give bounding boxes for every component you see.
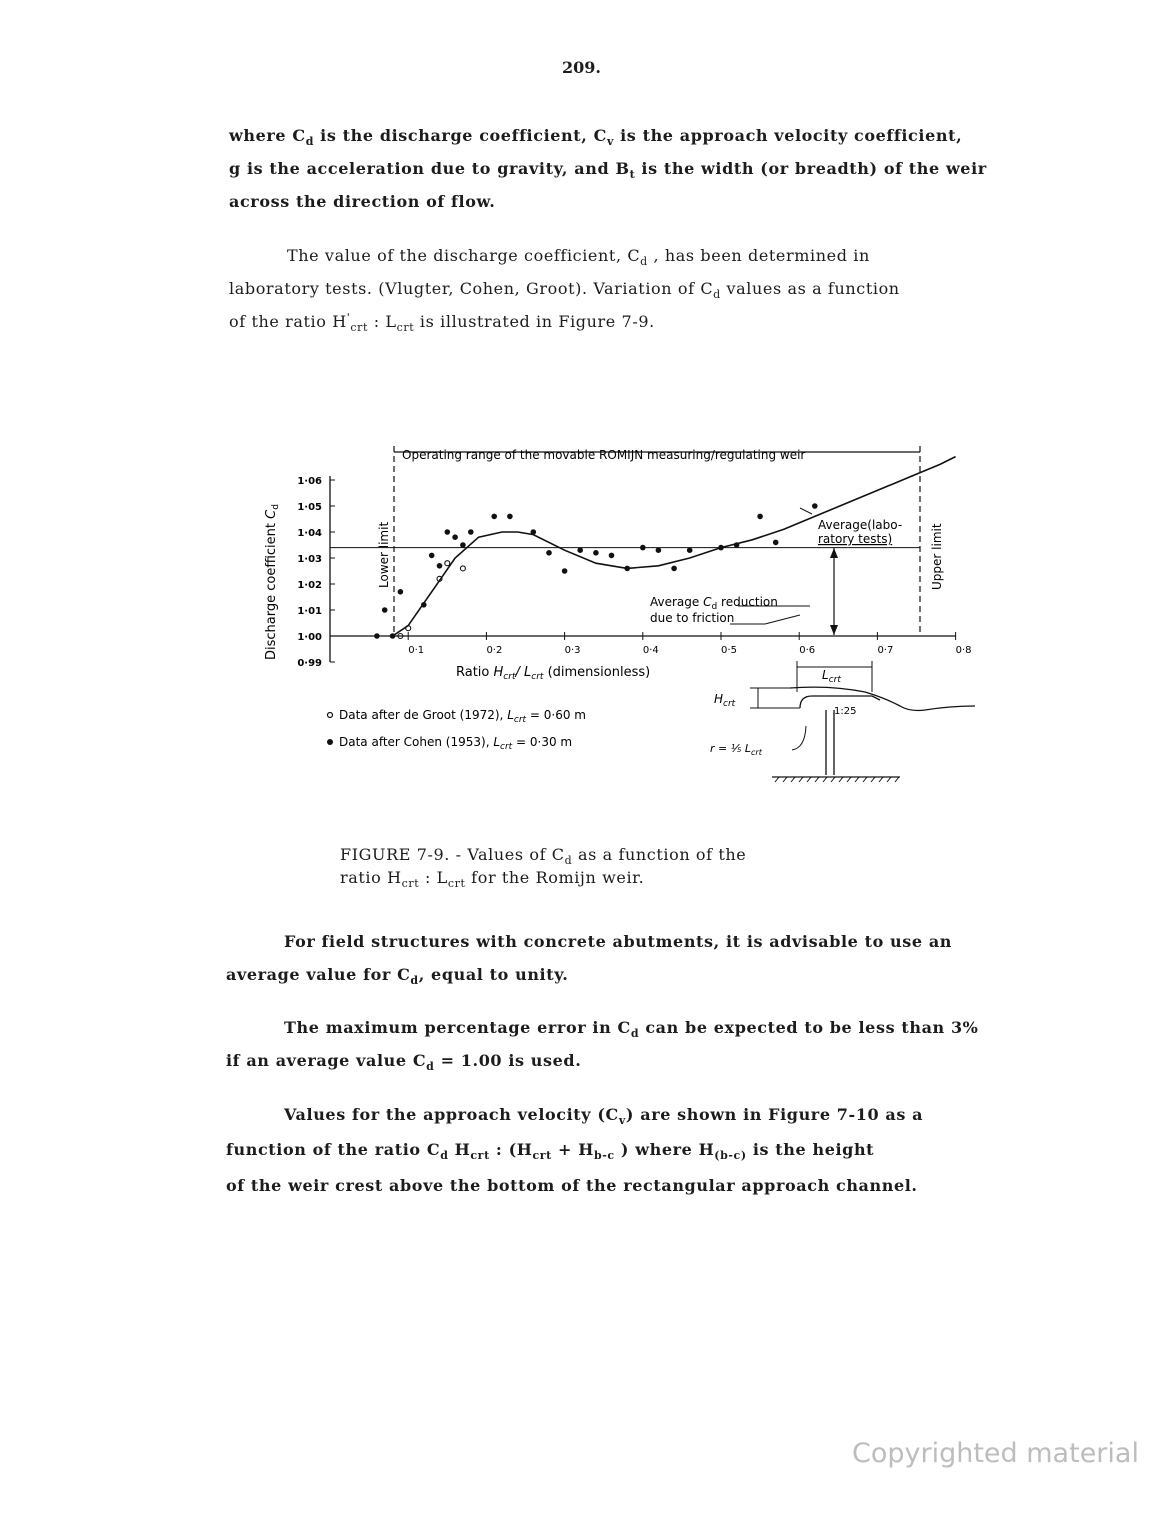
operating-range-label: Operating range of the movable ROMIJN measuring/regulating weir: [402, 448, 806, 462]
data-point-cohen: [398, 589, 404, 595]
chart-axes: [297, 476, 971, 669]
page-number: 209.: [562, 58, 601, 77]
x-tick-label: 0·7: [877, 645, 894, 656]
text-line: The value of the discharge coefficient, $C_d$ , has been determined in: [287, 246, 870, 268]
text-line: The maximum percentage error in $C_d$ can be expected to be less than 3%: [284, 1018, 979, 1040]
data-point-cohen: [460, 542, 466, 548]
data-point-cohen: [429, 553, 435, 559]
reduction-label-1: Average $C_d$ reduction: [650, 595, 778, 612]
data-point-cohen: [507, 514, 513, 520]
reduction-arrow-head-down: [830, 625, 838, 635]
y-tick-label: 1·06: [297, 476, 322, 487]
text-line: of the weir crest above the bottom of the rectangular approach channel.: [226, 1176, 918, 1195]
average-label-2: ratory tests): [818, 532, 893, 546]
weir-sketch: [710, 661, 975, 782]
text-line: g is the acceleration due to gravity, and $B_t$ is the width (or breadth) of the weir: [229, 159, 987, 181]
data-point-cohen: [671, 566, 677, 572]
x-tick-label: 0·6: [799, 645, 816, 656]
upper-limit-label: Upper limit: [930, 523, 944, 590]
data-point-cohen: [812, 503, 818, 509]
data-point-cohen: [640, 545, 646, 551]
lower-limit-label: Lower limit: [377, 521, 391, 588]
x-axis-label: Ratio $H_{crt}/$ $L_{crt}$ (dimensionless): [456, 665, 651, 682]
y-tick-label: 1·04: [297, 528, 322, 539]
data-point-cohen: [452, 534, 458, 540]
y-axis-label: Discharge coefficient $C_d$: [264, 504, 281, 660]
x-tick-label: 0·3: [564, 645, 581, 656]
legend-filled-marker: [327, 739, 333, 745]
data-point-cohen: [773, 540, 779, 546]
y-tick-label: 1·00: [297, 632, 322, 643]
lcrt-label: $L_{crt}$: [822, 668, 841, 685]
data-point-cohen: [382, 607, 388, 613]
copyright-watermark: Copyrighted material: [852, 1438, 1139, 1469]
text-line: across the direction of flow.: [229, 192, 496, 211]
water-surface: [790, 687, 975, 710]
text-line: average value for $C_d$, equal to unity.: [226, 965, 569, 987]
data-point-cohen: [546, 550, 552, 556]
text-line: function of the ratio $C_d$ $H_{crt}$ : ($H_{crt} + H_{b-c}$ ) where $H_{(b-c)}$ is the height: [226, 1140, 875, 1162]
text-line: For field structures with concrete abutments, it is advisable to use an: [284, 932, 953, 951]
data-point-cohen: [445, 529, 451, 535]
data-point-de-groot: [460, 566, 465, 571]
data-point-cohen: [562, 568, 568, 574]
hcrt-label: $H_{crt}$: [714, 692, 736, 709]
text-line: of the ratio $H'_{crt}$ : $L_{crt}$ is illustrated in Figure 7-9.: [229, 311, 655, 334]
data-point-cohen: [757, 514, 763, 520]
text-line: laboratory tests. (Vlugter, Cohen, Groot). Variation of $C_d$ values as a function: [229, 279, 900, 301]
figure-7-9: [0, 430, 1150, 810]
y-tick-label: 1·02: [297, 580, 322, 591]
data-point-cohen: [374, 633, 380, 639]
cd-chart: [0, 430, 1150, 810]
legend-open-text: Data after de Groot (1972), $L_{crt} = 0\cdot 60$ m: [339, 708, 586, 725]
text-line: Values for the approach velocity $(C_v)$ are shown in Figure 7-10 as a: [284, 1105, 924, 1127]
legend-filled-text: Data after Cohen (1953), $L_{crt} = 0\cdot 30$ m: [339, 735, 573, 752]
x-tick-label: 0·8: [955, 645, 972, 656]
x-tick-label: 0·5: [721, 645, 737, 656]
data-point-cohen: [437, 563, 443, 569]
data-point-cohen: [656, 547, 662, 553]
y-tick-label: 1·05: [297, 502, 322, 513]
data-point-cohen: [609, 553, 615, 559]
reduction-arrow-head-up: [830, 548, 838, 558]
text-line: if an average value $C_d = 1.00$ is used.: [226, 1051, 582, 1073]
y-tick-label: 1·03: [297, 554, 322, 565]
x-tick-label: 0·4: [642, 645, 659, 656]
y-tick-label: 0·99: [297, 658, 322, 669]
data-point-cohen: [687, 547, 693, 553]
average-label-1: Average(labo-: [818, 518, 903, 532]
legend-open-marker: [328, 713, 333, 718]
data-point-cohen: [593, 550, 599, 556]
bed-hatch: [775, 777, 899, 782]
x-tick-label: 0·1: [408, 645, 425, 656]
text-line: where $C_d$ is the discharge coefficient, $C_v$ is the approach velocity coefficient,: [229, 126, 963, 148]
y-tick-label: 1·01: [297, 606, 322, 617]
data-point-de-groot: [445, 561, 450, 566]
slope-label: 1:25: [834, 706, 857, 717]
data-point-cohen: [577, 547, 583, 553]
x-tick-label: 0·2: [486, 645, 503, 656]
data-point-cohen: [491, 514, 497, 520]
figure-caption-line-1: FIGURE 7-9. - Values of $C_d$ as a function of the: [340, 845, 747, 867]
radius-label: r = ⅕ $L_{crt}$: [710, 742, 762, 757]
fitted-curve: [393, 457, 956, 636]
reduction-pointer: [765, 615, 800, 624]
figure-caption-line-2: ratio $H_{crt}$ : $L_{crt}$ for the Romijn weir.: [340, 868, 645, 890]
reduction-label-2: due to friction: [650, 611, 735, 625]
average-pointer: [800, 508, 812, 514]
radius-pointer: [792, 726, 806, 750]
data-point-cohen: [468, 529, 474, 535]
